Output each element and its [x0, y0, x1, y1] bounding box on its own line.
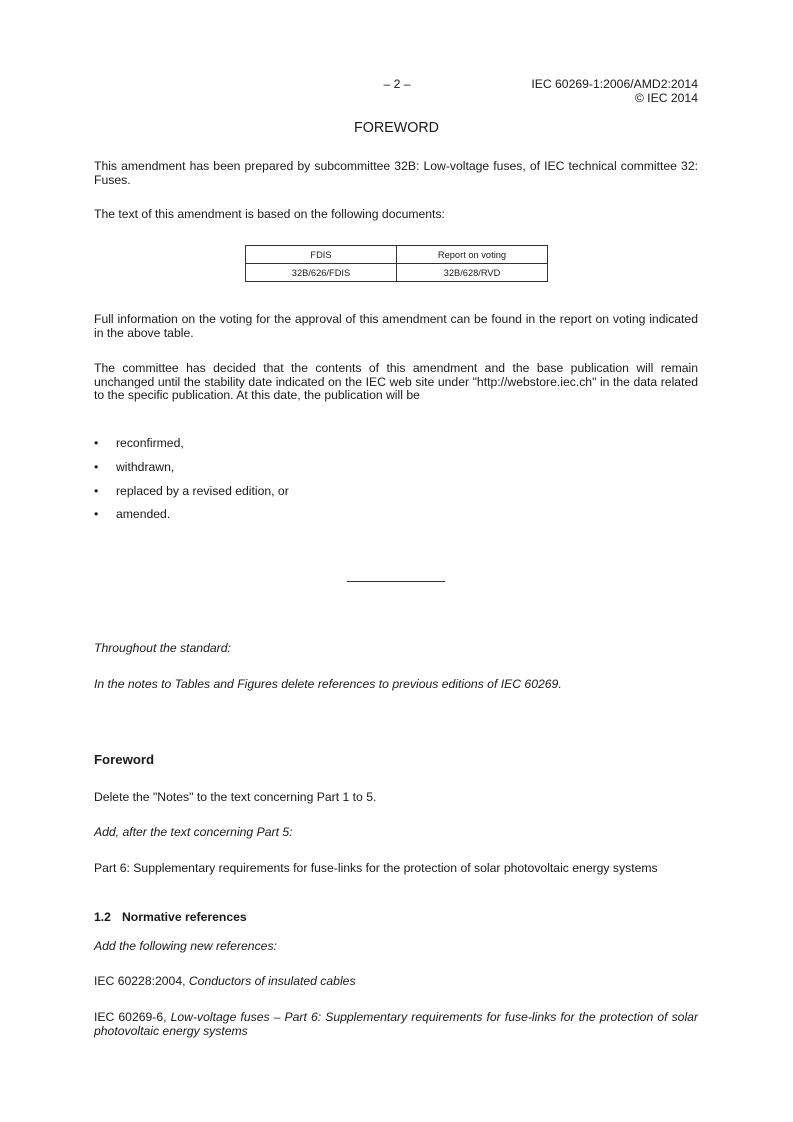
foreword-paragraph-3: Full information on the voting for the approval of this amendment can be found in the report on voting indicated in the above table. — [94, 312, 698, 340]
voting-documents-table — [245, 245, 548, 282]
reference-id: IEC 60228:2004, — [94, 974, 189, 988]
copyright-line: © IEC 2014 — [634, 90, 698, 105]
foreword-title: FOREWORD — [354, 120, 439, 136]
foreword-section-paragraph-3: Part 6: Supplementary requirements for fuse-links for the protection of solar photovoltaic energy systems — [94, 861, 658, 875]
table-cell-rvd: 32B/628/RVD — [397, 264, 548, 282]
list-item: • withdrawn, — [94, 460, 175, 474]
list-item: • reconfirmed, — [94, 436, 184, 450]
reference-iec-60269-6 — [94, 1011, 698, 1038]
list-item: • amended. — [94, 507, 171, 521]
table-row — [246, 264, 548, 282]
section-title: Normative references — [122, 910, 247, 924]
section-heading-1-2 — [94, 911, 698, 925]
reference-title: Low-voltage fuses – Part 6: Supplementary requirements for fuse-links for the protection of solar photovoltaic energy systems — [94, 1010, 699, 1038]
list-item: • replaced by a revised edition, or — [94, 484, 289, 498]
reference-title: Conductors of insulated cables — [188, 974, 356, 988]
foreword-section-paragraph-2: Add, after the text concerning Part 5: — [94, 825, 293, 839]
foreword-section-heading: Foreword — [94, 752, 155, 767]
throughout-instruction: In the notes to Tables and Figures delete references to previous editions of IEC 60269. — [94, 677, 562, 691]
reference-iec-60228 — [94, 975, 698, 989]
section-divider — [347, 581, 445, 582]
table-header-fdis: FDIS — [246, 246, 397, 264]
list-item-text: amended. — [116, 507, 171, 521]
table-cell-fdis: 32B/626/FDIS — [246, 264, 397, 282]
section-number: 1.2 — [94, 910, 111, 924]
page-number: – 2 – — [383, 77, 411, 91]
reference-id: IEC 60269-6, — [94, 1010, 171, 1024]
foreword-section-paragraph-1: Delete the "Notes" to the text concerning Part 1 to 5. — [94, 790, 377, 804]
table-header-report: Report on voting — [397, 246, 548, 264]
document-header — [531, 78, 698, 105]
foreword-paragraph-4: The committee has decided that the contents of this amendment and the base publication will remain unchanged until the stability date indicated on the IEC web site under "http://webstore.iec.ch" in the data related to the specific publication. At this date, the publication will be — [94, 361, 698, 402]
foreword-paragraph-1: This amendment has been prepared by subcommittee 32B: Low-voltage fuses, of IEC technical committee 32: Fuses. — [94, 159, 698, 187]
table-header-row — [246, 246, 548, 264]
list-item-text: withdrawn, — [116, 460, 175, 474]
list-item-text: reconfirmed, — [116, 436, 184, 450]
throughout-label: Throughout the standard: — [94, 641, 231, 655]
document-id: IEC 60269-1:2006/AMD2:2014 — [531, 77, 698, 91]
list-item-text: replaced by a revised edition, or — [116, 484, 289, 498]
foreword-paragraph-2: The text of this amendment is based on the following documents: — [94, 207, 445, 221]
normative-instruction: Add the following new references: — [94, 939, 277, 953]
